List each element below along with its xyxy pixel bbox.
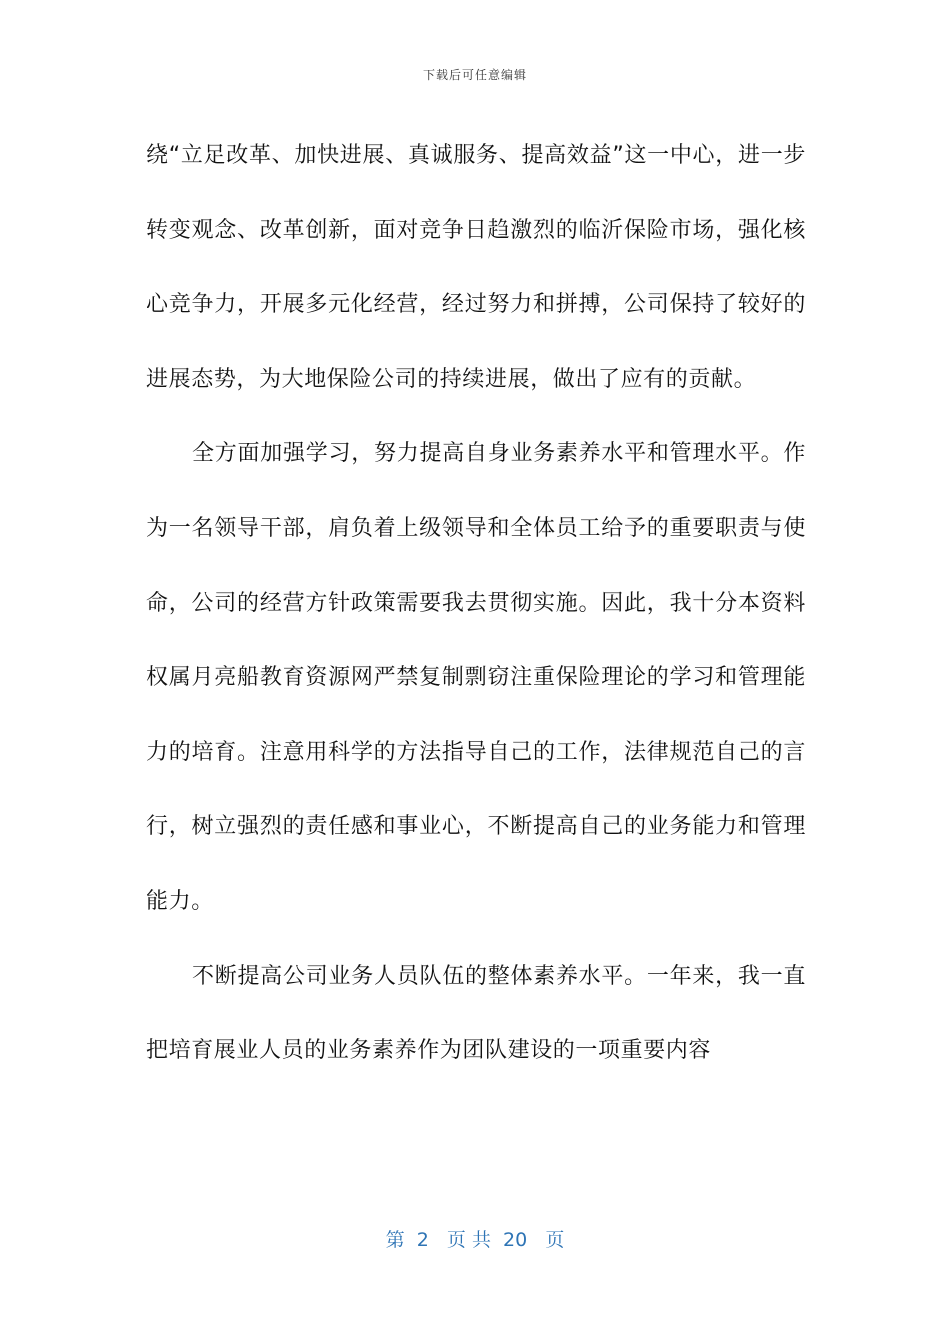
document-body [146,119,806,1089]
paragraph-1: 绕“立足改革、加快进展、真诚服务、提高效益”这一中心，进一步转变观念、改革创新，面对竞争日趋激烈的临沂保险市场，强化核心竞争力，开展多元化经营，经过努力和拼搏，公司保持了较好的进展态势，为大地保险公司的持续进展，做出了应有的贡献。 [146,143,806,392]
paragraph-3: 不断提高公司业务人员队伍的整体素养水平。一年来，我一直把培育展业人员的业务素养作为团队建设的一项重要内容 [146,963,806,1064]
paragraph-2: 全方面加强学习，努力提高自身业务素养水平和管理水平。作为一名领导干部，肩负着上级领导和全体员工给予的重要职责与使命，公司的经营方针政策需要我去贯彻实施。因此，我十分本资料权属月亮船教育资源网严禁复制剽窃注重保险理论的学习和管理能力的培育。注意用科学的方法指导自己的工作，法律规范自己的言行，树立强烈的责任感和事业心，不断提高自己的业务能力和管理能力。 [146,441,806,914]
page-header: 下载后可任意编辑 [422,68,527,82]
page-number-footer: 第 2 页 共 20 页 [385,1229,565,1251]
